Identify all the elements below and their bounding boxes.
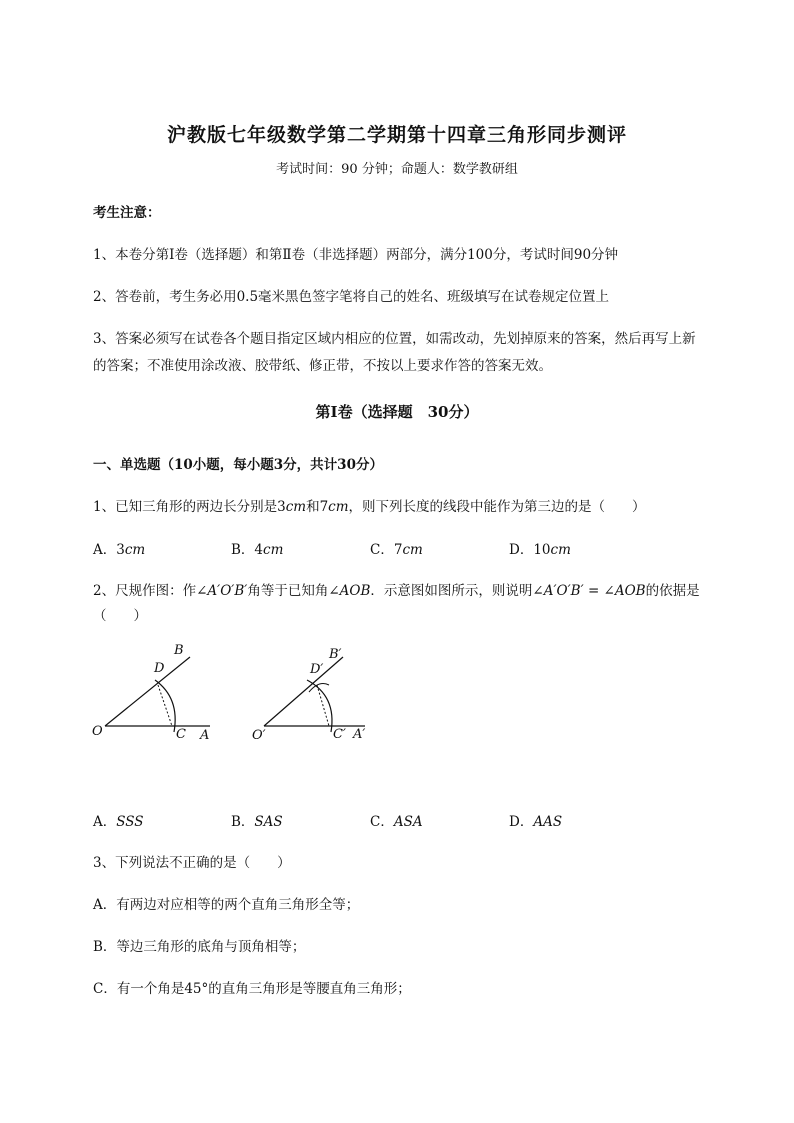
q3-option-a[interactable]: A．有两边对应相等的两个直角三角形全等； bbox=[93, 897, 360, 913]
part-heading: 一、单选题（10小题，每小题3分，共计30分） bbox=[93, 457, 383, 473]
label-c: C bbox=[176, 727, 186, 742]
notice-heading: 考生注意： bbox=[93, 205, 161, 221]
q3-option-b[interactable]: B．等边三角形的底角与顶角相等； bbox=[93, 939, 306, 955]
figure-angle-a1o1b1 bbox=[247, 640, 387, 750]
label-a: A bbox=[200, 728, 210, 743]
q2-option-b[interactable]: B．SAS bbox=[231, 814, 283, 830]
q2-option-c[interactable]: C．ASA bbox=[370, 814, 423, 830]
label-c1: C′ bbox=[333, 727, 346, 742]
label-o1: O′ bbox=[252, 728, 266, 743]
segment-cd bbox=[158, 685, 172, 726]
question-2-stem-cont: （ ） bbox=[93, 608, 147, 624]
q1-option-a[interactable]: A．3cm bbox=[93, 542, 146, 558]
q2-option-a[interactable]: A．SSS bbox=[93, 814, 144, 830]
question-3-stem: 3、下列说法不正确的是（ ） bbox=[93, 855, 291, 871]
notice-item-3-cont: 的答案；不准使用涂改液、胶带纸、修正带，不按以上要求作答的答案无效。 bbox=[93, 358, 552, 374]
ray-o1b1 bbox=[264, 657, 343, 726]
label-a1: A′ bbox=[353, 727, 366, 742]
notice-item-3: 3、答案必须写在试卷各个题目指定区域内相应的位置，如需改动，先划掉原来的答案，然后再写上新 bbox=[93, 331, 696, 347]
q1-option-c[interactable]: C．7cm bbox=[370, 542, 423, 558]
ray-ob bbox=[105, 657, 190, 726]
figure-angle-aob bbox=[88, 640, 228, 750]
question-2-stem: 2、尺规作图：作∠A′O′B′角等于已知角∠AOB．示意图如图所示，则说明∠A′O′B′ = ∠AOB的依据是 bbox=[93, 583, 700, 599]
q3-option-c[interactable]: C．有一个角是45°的直角三角形是等腰直角三角形； bbox=[93, 981, 411, 997]
exam-title: 沪教版七年级数学第二学期第十四章三角形同步测评 bbox=[166, 124, 627, 146]
q1-option-d[interactable]: D．10cm bbox=[509, 542, 571, 558]
q2-option-d[interactable]: D．AAS bbox=[509, 814, 563, 830]
arc-cd bbox=[155, 680, 175, 732]
segment-c1d1 bbox=[317, 685, 329, 726]
label-b1: B′ bbox=[329, 647, 342, 662]
question-1-stem: 1、已知三角形的两边长分别是3cm和7cm，则下列长度的线段中能作为第三边的是（ ） bbox=[93, 499, 646, 515]
section-title: 第Ⅰ卷（选择题 30分） bbox=[315, 403, 479, 421]
q1-option-b[interactable]: B．4cm bbox=[231, 542, 284, 558]
label-o: O bbox=[92, 724, 103, 739]
label-b: B bbox=[174, 643, 184, 658]
label-d: D bbox=[154, 661, 165, 676]
exam-subtitle: 考试时间：90 分钟；命题人：数学教研组 bbox=[276, 162, 518, 177]
label-d1: D′ bbox=[310, 662, 324, 677]
notice-item-1: 1、本卷分第Ⅰ卷（选择题）和第Ⅱ卷（非选择题）两部分，满分100分，考试时间90分钟 bbox=[93, 247, 619, 263]
notice-item-2: 2、答卷前，考生务必用0.5毫米黑色签字笔将自己的姓名、班级填写在试卷规定位置上 bbox=[93, 289, 610, 305]
